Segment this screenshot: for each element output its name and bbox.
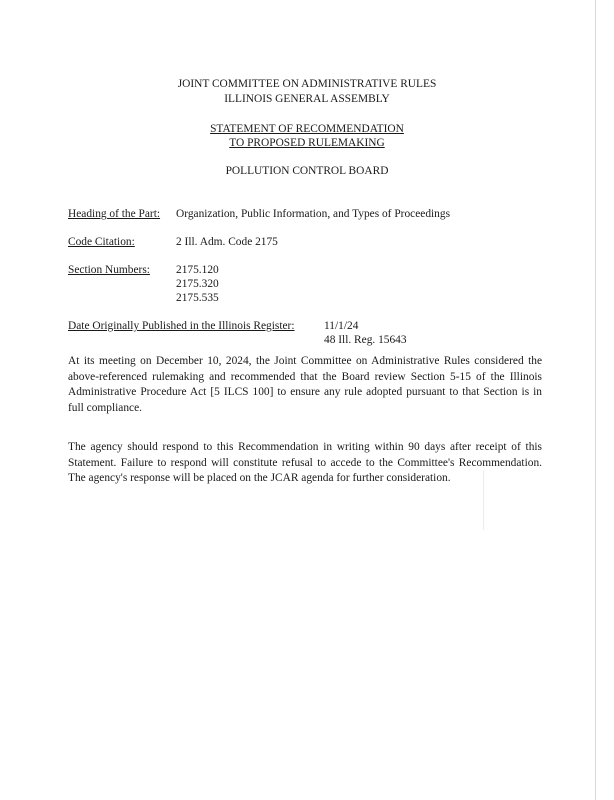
code-citation-value: 2 Ill. Adm. Code 2175: [176, 236, 278, 248]
date-published-value: 11/1/24: [324, 320, 359, 332]
heading-value: Organization, Public Information, and Types of Proceedings: [176, 208, 450, 220]
register-citation: 48 Ill. Reg. 15643: [324, 334, 407, 346]
scan-edge-line: [595, 0, 596, 800]
section-number: 2175.120: [176, 264, 219, 276]
body-paragraph-meeting: At its meeting on December 10, 2024, the Joint Committee on Administrative Rules considered the above-referenced rulemaking and recommended that the Board review Section 5-15 of the Illinois Administrative Procedure Act [5 ILCS 100] to ensure any rule adopted pursuant to that Section is in full compliance.: [68, 355, 542, 414]
header-assembly: ILLINOIS GENERAL ASSEMBLY: [224, 93, 390, 105]
section-numbers-label: Section Numbers:: [68, 264, 150, 276]
section-number: 2175.535: [176, 292, 219, 304]
statement-title: STATEMENT OF RECOMMENDATION: [210, 123, 404, 135]
heading-label: Heading of the Part:: [68, 208, 161, 220]
statement-subtitle: TO PROPOSED RULEMAKING: [229, 137, 385, 149]
date-published-label: Date Originally Published in the Illinois Register:: [68, 320, 295, 332]
section-number: 2175.320: [176, 278, 219, 290]
agency-name: POLLUTION CONTROL BOARD: [225, 165, 389, 177]
code-citation-label: Code Citation:: [68, 236, 135, 248]
body-paragraph-response: The agency should respond to this Recommendation in writing within 90 days after receipt of this Statement. Failure to respond will constitute refusal to accede to the Committee's Recommendation. The agency's response will be placed on the JCAR agenda for further consideration.: [68, 441, 542, 484]
header-committee: JOINT COMMITTEE ON ADMINISTRATIVE RULES: [177, 78, 437, 90]
